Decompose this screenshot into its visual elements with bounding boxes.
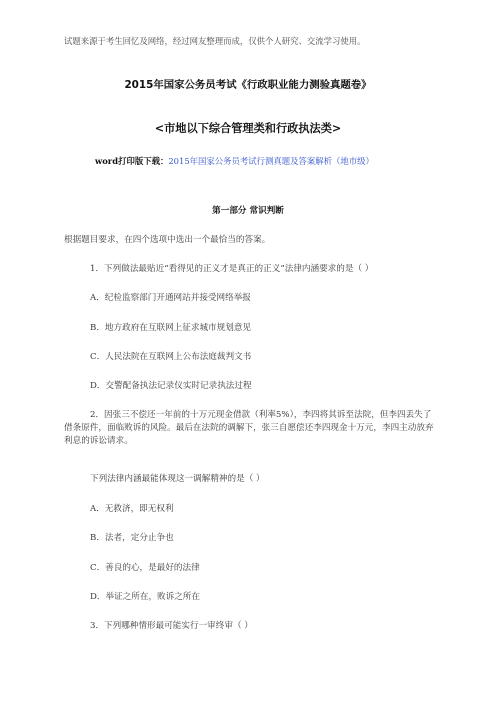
q2-sub-stem: 下列法律内涵最能体现这一调解精神的是（ ） xyxy=(90,474,265,484)
q1-option-d: D．交警配备执法记录仪实时记录执法过程 xyxy=(90,381,252,391)
q2-option-a: A．无救济，即无权利 xyxy=(90,504,174,514)
q1-option-a: A．纪检监察部门开通网站并接受网络举报 xyxy=(90,293,251,303)
download-label: word打印版下载： xyxy=(95,156,169,166)
q2-option-b: B．法者，定分止争也 xyxy=(90,533,174,543)
document-title: 2015年国家公务员考试《行政职业能力测验真题卷》 xyxy=(124,79,372,91)
section-title: 第一部分 常识判断 xyxy=(212,206,284,216)
q3-stem: 3．下列哪种情形最可能实行一审终审（ ） xyxy=(90,621,253,631)
q2-option-d: D．举证之所在，败诉之所在 xyxy=(90,592,201,602)
q2-option-c: C．善良的心，是最好的法律 xyxy=(90,563,200,573)
source-note: 试题来源于考生回忆及网络，经过网友整理而成，仅供个人研究、交流学习使用。 xyxy=(64,36,366,46)
q2-stem: 2．因张三不偿还一年前的十万元现金借款（利率5%），李四将其诉至法院，但李四丢失了借条原件，面临败诉的风险。最后在法院的调解下，张三自愿偿还李四现金十万元，李四主动放弃利息的诉讼请求。 xyxy=(64,410,434,446)
download-line xyxy=(95,156,374,167)
q1-stem: 1．下列做法最贴近“看得见的正义才是真正的正义”法律内涵要求的是（ ） xyxy=(90,264,374,274)
q1-option-c: C．人民法院在互联网上公布法庭裁判文书 xyxy=(90,352,252,362)
download-link[interactable]: 2015年国家公务员考试行测真题及答案解析（地市级） xyxy=(168,156,374,166)
document-subtitle: <市地以下综合管理类和行政执法类> xyxy=(154,122,342,135)
instruction-text: 根据题目要求，在四个选项中选出一个最恰当的答案。 xyxy=(64,235,271,245)
q1-option-b: B．地方政府在互联网上征求城市规划意见 xyxy=(90,323,252,333)
